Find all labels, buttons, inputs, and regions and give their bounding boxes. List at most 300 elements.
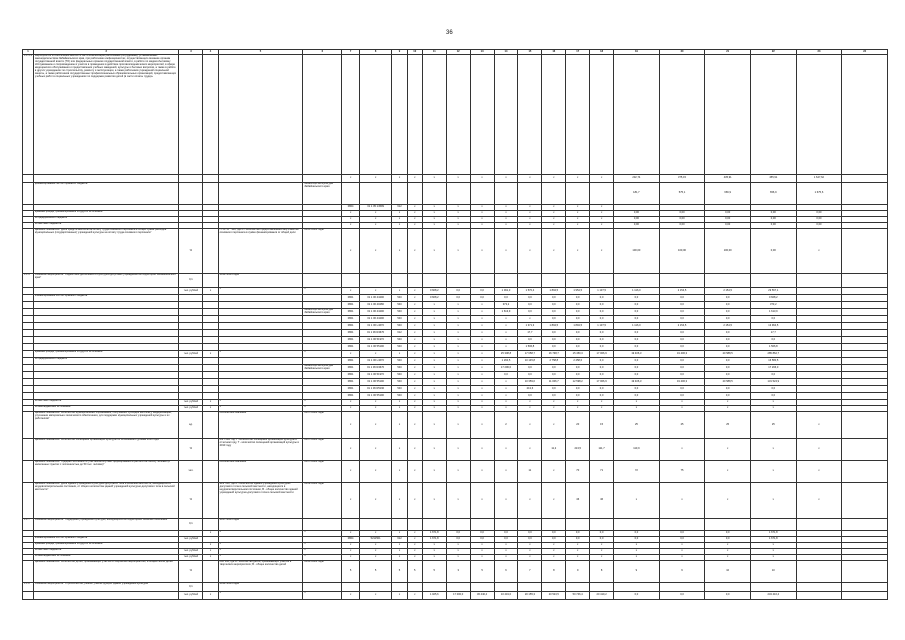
table-cell — [23, 365, 34, 372]
table-cell — [842, 372, 888, 379]
table-cell: 1.1.8 — [23, 583, 34, 592]
table-cell — [705, 583, 751, 592]
table-cell: х — [359, 217, 392, 223]
table-cell: 0,00 — [614, 223, 660, 229]
table-cell: 0,0 — [614, 309, 660, 316]
table-cell: 0,0 — [659, 365, 705, 372]
table-cell: х — [518, 223, 542, 229]
table-cell: х — [446, 205, 470, 211]
table-cell: 9 — [659, 561, 705, 583]
table-cell — [842, 358, 888, 365]
table-cell: 0,0 — [705, 337, 751, 344]
table-cell: х — [422, 344, 446, 351]
table-cell: 100,00 — [614, 229, 660, 274]
table-cell: х — [518, 229, 542, 274]
table-cell: х — [422, 309, 446, 316]
table-cell: х — [659, 439, 705, 461]
table-cell — [842, 175, 888, 183]
table-cell — [218, 183, 303, 205]
table-cell: х — [470, 309, 494, 316]
table-cell: 5 — [422, 561, 446, 583]
table-row — [23, 55, 888, 175]
table-cell: 0,00 — [614, 217, 660, 223]
table-cell: 0,0 — [542, 337, 566, 344]
table-cell: 11 — [518, 461, 542, 483]
table-cell: 46 — [566, 483, 590, 519]
table-cell: 70 — [566, 461, 590, 483]
table-cell — [23, 483, 34, 519]
table-cell: 11,2 — [542, 439, 566, 461]
table-cell — [303, 337, 342, 344]
table-cell: 213,5 — [566, 439, 590, 461]
table-cell — [23, 344, 34, 351]
table-cell: 16 580,5 — [750, 358, 796, 365]
table-cell: 0,0 — [566, 309, 590, 316]
table-cell: 9 — [566, 561, 590, 583]
table-cell: х — [359, 223, 392, 229]
table-cell: 234 416,4 — [750, 592, 796, 600]
table-cell: 0,0 — [470, 295, 494, 302]
table-cell: из местных бюджетов — [33, 223, 179, 229]
table-cell: 10 — [705, 561, 751, 583]
table-cell — [590, 183, 614, 205]
table-cell — [23, 316, 34, 323]
table-cell: х — [542, 175, 566, 183]
table-cell: 540 — [392, 323, 407, 330]
table-cell: 20 — [566, 412, 590, 439]
table-cell: 17 658,7 — [518, 351, 542, 358]
table-cell — [842, 288, 888, 295]
column-number: 1 — [23, 50, 34, 55]
column-number: 12 — [446, 50, 470, 55]
table-cell — [203, 358, 218, 365]
table-cell: 19 406,3 — [614, 379, 660, 386]
table-cell: х — [407, 309, 422, 316]
table-cell — [494, 274, 518, 288]
table-cell — [23, 302, 34, 309]
table-cell: х — [342, 555, 359, 561]
table-cell: 0,1 — [179, 274, 203, 288]
table-cell — [218, 302, 303, 309]
table-cell: х — [518, 205, 542, 211]
table-cell: х — [446, 379, 470, 386]
table-cell — [796, 288, 842, 295]
table-cell — [842, 274, 888, 288]
table-cell: 1 091,3 — [494, 288, 518, 295]
table-row — [23, 274, 888, 288]
table-cell: 0,0 — [542, 365, 566, 372]
table-cell: х — [470, 412, 494, 439]
table-cell: х — [407, 217, 422, 223]
table-cell: х — [407, 406, 422, 412]
table-cell: 0,0 — [566, 344, 590, 351]
table-cell: х — [590, 223, 614, 229]
table-cell: х — [566, 549, 590, 555]
table-cell — [542, 183, 566, 205]
table-cell: 0,0 — [659, 316, 705, 323]
table-cell — [203, 365, 218, 372]
table-cell: х — [796, 229, 842, 274]
table-cell: 0,0 — [518, 531, 542, 537]
table-cell: 5 — [359, 561, 392, 583]
table-cell — [23, 175, 34, 183]
table-cell — [179, 323, 203, 330]
table-cell — [470, 519, 494, 531]
table-cell: тыс. рублей — [179, 555, 203, 561]
table-cell: 0,0 — [494, 372, 518, 379]
table-row — [23, 337, 888, 344]
table-cell: х — [218, 406, 303, 412]
table-cell: х — [407, 537, 422, 543]
table-cell: х — [446, 358, 470, 365]
table-cell: 0,0 — [518, 337, 542, 344]
table-cell — [750, 583, 796, 592]
table-cell — [614, 274, 660, 288]
table-cell: 1 671,8 — [750, 531, 796, 537]
table-cell: 1 613,9 — [750, 309, 796, 316]
table-cell: х — [750, 543, 796, 549]
table-row — [23, 309, 888, 316]
table-cell: х — [542, 555, 566, 561]
table-cell: Абсолютное значение — [218, 461, 303, 483]
table-cell: 0,0 — [614, 393, 660, 400]
table-cell: х — [446, 211, 470, 217]
table-cell — [392, 274, 407, 288]
table-cell — [179, 372, 203, 379]
table-cell: 75 — [659, 461, 705, 483]
table-cell: 0,00 — [750, 217, 796, 223]
table-cell — [407, 583, 422, 592]
table-cell: 213,6 — [518, 386, 542, 393]
table-cell: х — [422, 217, 446, 223]
column-number: 7 — [342, 50, 359, 55]
table-cell — [796, 344, 842, 351]
table-cell: х — [542, 483, 566, 519]
table-cell: х — [407, 592, 422, 600]
table-cell: 0,0 — [590, 330, 614, 337]
table-cell: 01 1 06 51970 — [359, 372, 392, 379]
table-cell: х — [470, 358, 494, 365]
table-cell — [179, 330, 203, 337]
table-cell — [842, 309, 888, 316]
table-cell: 0,0 — [518, 295, 542, 302]
table-cell — [659, 55, 705, 175]
table-row — [23, 344, 888, 351]
table-cell: 0,0 — [659, 302, 705, 309]
table-cell — [359, 183, 392, 205]
table-cell: х — [407, 323, 422, 330]
table-cell — [392, 583, 407, 592]
table-cell — [342, 519, 359, 531]
table-cell: х — [542, 211, 566, 217]
table-cell: х — [750, 483, 796, 519]
table-cell — [342, 55, 359, 175]
table-cell — [842, 393, 888, 400]
table-cell — [33, 344, 179, 351]
table-cell: х — [407, 365, 422, 372]
table-cell — [796, 519, 842, 531]
table-cell — [303, 316, 342, 323]
table-cell: 0,0 — [590, 393, 614, 400]
table-cell: х — [218, 543, 303, 549]
table-cell: 25 — [614, 412, 660, 439]
table-cell — [566, 183, 590, 205]
table-cell: из внебюджетных источников — [33, 406, 179, 412]
table-cell: х — [494, 330, 518, 337]
table-cell: из федерального бюджета — [33, 217, 179, 223]
table-cell: х — [422, 358, 446, 365]
table-cell: х — [750, 400, 796, 406]
table-cell: х — [407, 229, 422, 274]
table-cell: 0,0 — [614, 316, 660, 323]
table-cell — [542, 274, 566, 288]
table-cell: 0,0 — [590, 537, 614, 543]
table-cell: 20 155,3 — [518, 592, 542, 600]
table-row — [23, 288, 888, 295]
table-cell — [203, 379, 218, 386]
table-row — [23, 358, 888, 365]
table-cell: х — [494, 379, 518, 386]
table-cell: 0,0 — [659, 531, 705, 537]
table-cell — [23, 309, 34, 316]
table-cell: 01 1 06 55190 — [359, 344, 392, 351]
table-cell: 0,0 — [614, 302, 660, 309]
table-cell: 0,0 — [566, 393, 590, 400]
table-cell: х — [359, 175, 392, 183]
table-cell: х — [407, 461, 422, 483]
table-cell: 0,0 — [659, 309, 705, 316]
table-cell: 17 006,9 — [590, 379, 614, 386]
table-cell: 0804 — [342, 537, 359, 543]
table-cell: 0,0 — [750, 372, 796, 379]
table-cell: Министерство культуры Забайкальского края — [303, 309, 342, 316]
table-cell: х — [407, 358, 422, 365]
table-cell: 36 440,4 — [470, 592, 494, 600]
table-cell: 12 598,2 — [566, 379, 590, 386]
table-cell: х — [218, 288, 303, 295]
column-number: 20 — [659, 50, 705, 55]
table-cell: х — [446, 406, 470, 412]
table-cell: х — [407, 531, 422, 537]
table-cell: х — [705, 483, 751, 519]
table-cell — [203, 393, 218, 400]
table-cell — [518, 55, 542, 175]
table-cell: х — [494, 344, 518, 351]
table-cell: 0,0 — [705, 531, 751, 537]
table-cell: х — [203, 592, 218, 600]
table-cell: 2017–2024 годы — [218, 519, 303, 531]
table-cell — [203, 372, 218, 379]
table-cell — [446, 519, 470, 531]
table-cell — [407, 519, 422, 531]
table-cell: х — [218, 555, 303, 561]
table-cell: 0 608,2 — [750, 295, 796, 302]
table-cell: х — [359, 555, 392, 561]
table-cell — [179, 175, 203, 183]
table-cell: х — [392, 406, 407, 412]
table-cell: х — [359, 592, 392, 600]
table-cell: 01 1 06 51970 — [359, 337, 392, 344]
table-cell: 1 671,8 — [750, 537, 796, 543]
table-cell: х — [303, 543, 342, 549]
table-cell: 0,0 — [518, 393, 542, 400]
table-cell: х — [470, 406, 494, 412]
table-cell: х — [407, 351, 422, 358]
table-cell: х — [218, 592, 303, 600]
table-cell — [303, 519, 342, 531]
table-cell — [203, 295, 218, 302]
table-row — [23, 351, 888, 358]
table-cell: 540 — [392, 365, 407, 372]
table-cell: 0,0 — [518, 309, 542, 316]
table-cell — [470, 583, 494, 592]
table-cell: 1 894,5 — [566, 323, 590, 330]
table-cell: 1 675,6 — [796, 183, 842, 205]
table-row — [23, 183, 888, 205]
table-cell: 1 894,5 — [542, 288, 566, 295]
table-cell — [494, 55, 518, 175]
table-cell: х — [590, 211, 614, 217]
table-cell — [179, 365, 203, 372]
table-cell: х — [407, 412, 422, 439]
table-cell: 455,91 — [750, 175, 796, 183]
table-cell — [218, 330, 303, 337]
table-cell: х — [590, 549, 614, 555]
table-cell: 1 137,5 — [590, 323, 614, 330]
table-cell: ед. — [179, 412, 203, 439]
table-cell — [303, 323, 342, 330]
table-cell: 0801 — [342, 316, 359, 323]
table-cell: х — [446, 229, 470, 274]
table-cell — [422, 274, 446, 288]
table-cell — [203, 519, 218, 531]
table-cell: 0,0 — [518, 537, 542, 543]
table-cell: х — [203, 531, 218, 537]
table-cell — [218, 323, 303, 330]
table-cell: 0,0 — [614, 295, 660, 302]
table-cell — [796, 365, 842, 372]
table-cell: 0801 — [342, 309, 359, 316]
table-cell: Целевой показатель "Средняя численность участников клубных формирований в расчете на тысячу человек (в населенных пунктах с численностью до 50 тыс. человек)" — [33, 461, 179, 483]
table-cell — [23, 229, 34, 274]
table-cell — [796, 351, 842, 358]
table-cell: х — [470, 302, 494, 309]
table-cell: х — [542, 400, 566, 406]
table-cell — [203, 316, 218, 323]
table-cell: х — [659, 555, 705, 561]
table-cell: 0801 — [342, 386, 359, 393]
table-row — [23, 302, 888, 309]
table-cell: 0,0 — [705, 393, 751, 400]
table-cell: 540 — [392, 295, 407, 302]
table-cell: 1.1.5.3 — [23, 55, 34, 175]
table-cell: х — [796, 412, 842, 439]
table-cell: 25 — [750, 412, 796, 439]
table-cell — [750, 519, 796, 531]
table-cell: х — [446, 555, 470, 561]
table-cell: тыс. рублей — [179, 406, 203, 412]
table-cell: 540 — [392, 309, 407, 316]
table-cell: 01 1 06 L4670 — [359, 323, 392, 330]
table-cell — [614, 519, 660, 531]
table-cell: Финансирование за счет краевого бюджета — [33, 537, 179, 543]
table-cell: 1 116,0 — [614, 288, 660, 295]
table-cell: х — [342, 217, 359, 223]
table-cell — [590, 519, 614, 531]
table-cell: % — [179, 483, 203, 519]
column-number: 22 — [750, 50, 796, 55]
table-cell: 0,0 — [614, 537, 660, 543]
table-cell: х — [392, 217, 407, 223]
table-cell: 19 406,3 — [659, 379, 705, 386]
table-cell: 666,9 — [705, 183, 751, 205]
table-cell — [23, 372, 34, 379]
table-cell: 16 738,7 — [542, 351, 566, 358]
table-cell: х — [407, 295, 422, 302]
table-cell: х — [518, 217, 542, 223]
table-cell: 17,7 — [518, 330, 542, 337]
column-number: 8 — [359, 50, 392, 55]
table-cell — [842, 323, 888, 330]
table-cell — [796, 323, 842, 330]
table-cell: х — [422, 483, 446, 519]
table-cell: тыс. рублей — [179, 288, 203, 295]
column-number: 23 — [796, 50, 842, 55]
table-cell: х — [422, 175, 446, 183]
table-cell: Ф/Ф*100, где А - количество зданий учреждений культурно-досугового типа в сельской местности, находящихся в неудовлетворительном состоянии, В - общее количество зданий учреждений культурно-досугового типа в сельской местности — [218, 483, 303, 519]
table-cell: 7 — [518, 561, 542, 583]
table-cell — [33, 386, 179, 393]
table-cell: х — [705, 406, 751, 412]
table-cell: 2 458,6 — [566, 358, 590, 365]
table-cell: 0,0 — [614, 592, 660, 600]
table-cell: х — [750, 461, 796, 483]
table-cell — [518, 274, 542, 288]
table-cell: х — [342, 412, 359, 439]
table-cell — [303, 295, 342, 302]
table-cell: х — [542, 543, 566, 549]
table-cell — [422, 183, 446, 205]
table-cell: х — [446, 365, 470, 372]
table-cell — [842, 229, 888, 274]
table-cell: тыс. рублей — [179, 592, 203, 600]
table-cell: х — [446, 439, 470, 461]
table-cell — [796, 274, 842, 288]
table-cell: 0801 — [342, 365, 359, 372]
table-cell — [203, 583, 218, 592]
table-cell: х — [359, 412, 392, 439]
table-cell — [842, 483, 888, 519]
table-cell — [590, 274, 614, 288]
table-cell: 1.1.7 — [23, 519, 34, 531]
table-cell: х — [446, 400, 470, 406]
table-cell: х — [659, 549, 705, 555]
table-cell: х — [422, 386, 446, 393]
table-cell — [33, 337, 179, 344]
table-cell — [842, 386, 888, 393]
table-cell — [566, 274, 590, 288]
table-cell: х — [446, 386, 470, 393]
table-cell: финансирование за счет краевого бюджета — [33, 183, 179, 205]
table-cell: х — [342, 483, 359, 519]
table-cell: 0,0 — [705, 537, 751, 543]
budget-table — [22, 49, 888, 600]
table-cell: 0,0 — [542, 531, 566, 537]
table-cell — [796, 372, 842, 379]
table-cell: х — [359, 439, 392, 461]
table-cell: Мероприятие «Обеспечение выплат в части компенсации работникам (сотрудникам), установленных законодательством Забайкальского края, при работниках-инфекционистах, осуществляющих оказание органам государственной власти (ТО) или федеральных органов государственной власти, в работе по медико-бытовому обслуживанию и сопровождению в участии в приведении в действие противоэпидемических мероприятий, в сфере медицинского обслуживания и предоставлении учебных заведений, культуры и бытовых вопросов, а также в работе в других учреждениях по строительству, ремонту и эксплуатации, а также работников учреждений социальной защиты, а также работников государственных профессиональных образовательных организаций, предоставляющих учебных работ в социальных учреждениях по поддержке развития детей (в части оплаты труда)» — [33, 55, 179, 175]
table-cell: 0,0 — [590, 358, 614, 365]
